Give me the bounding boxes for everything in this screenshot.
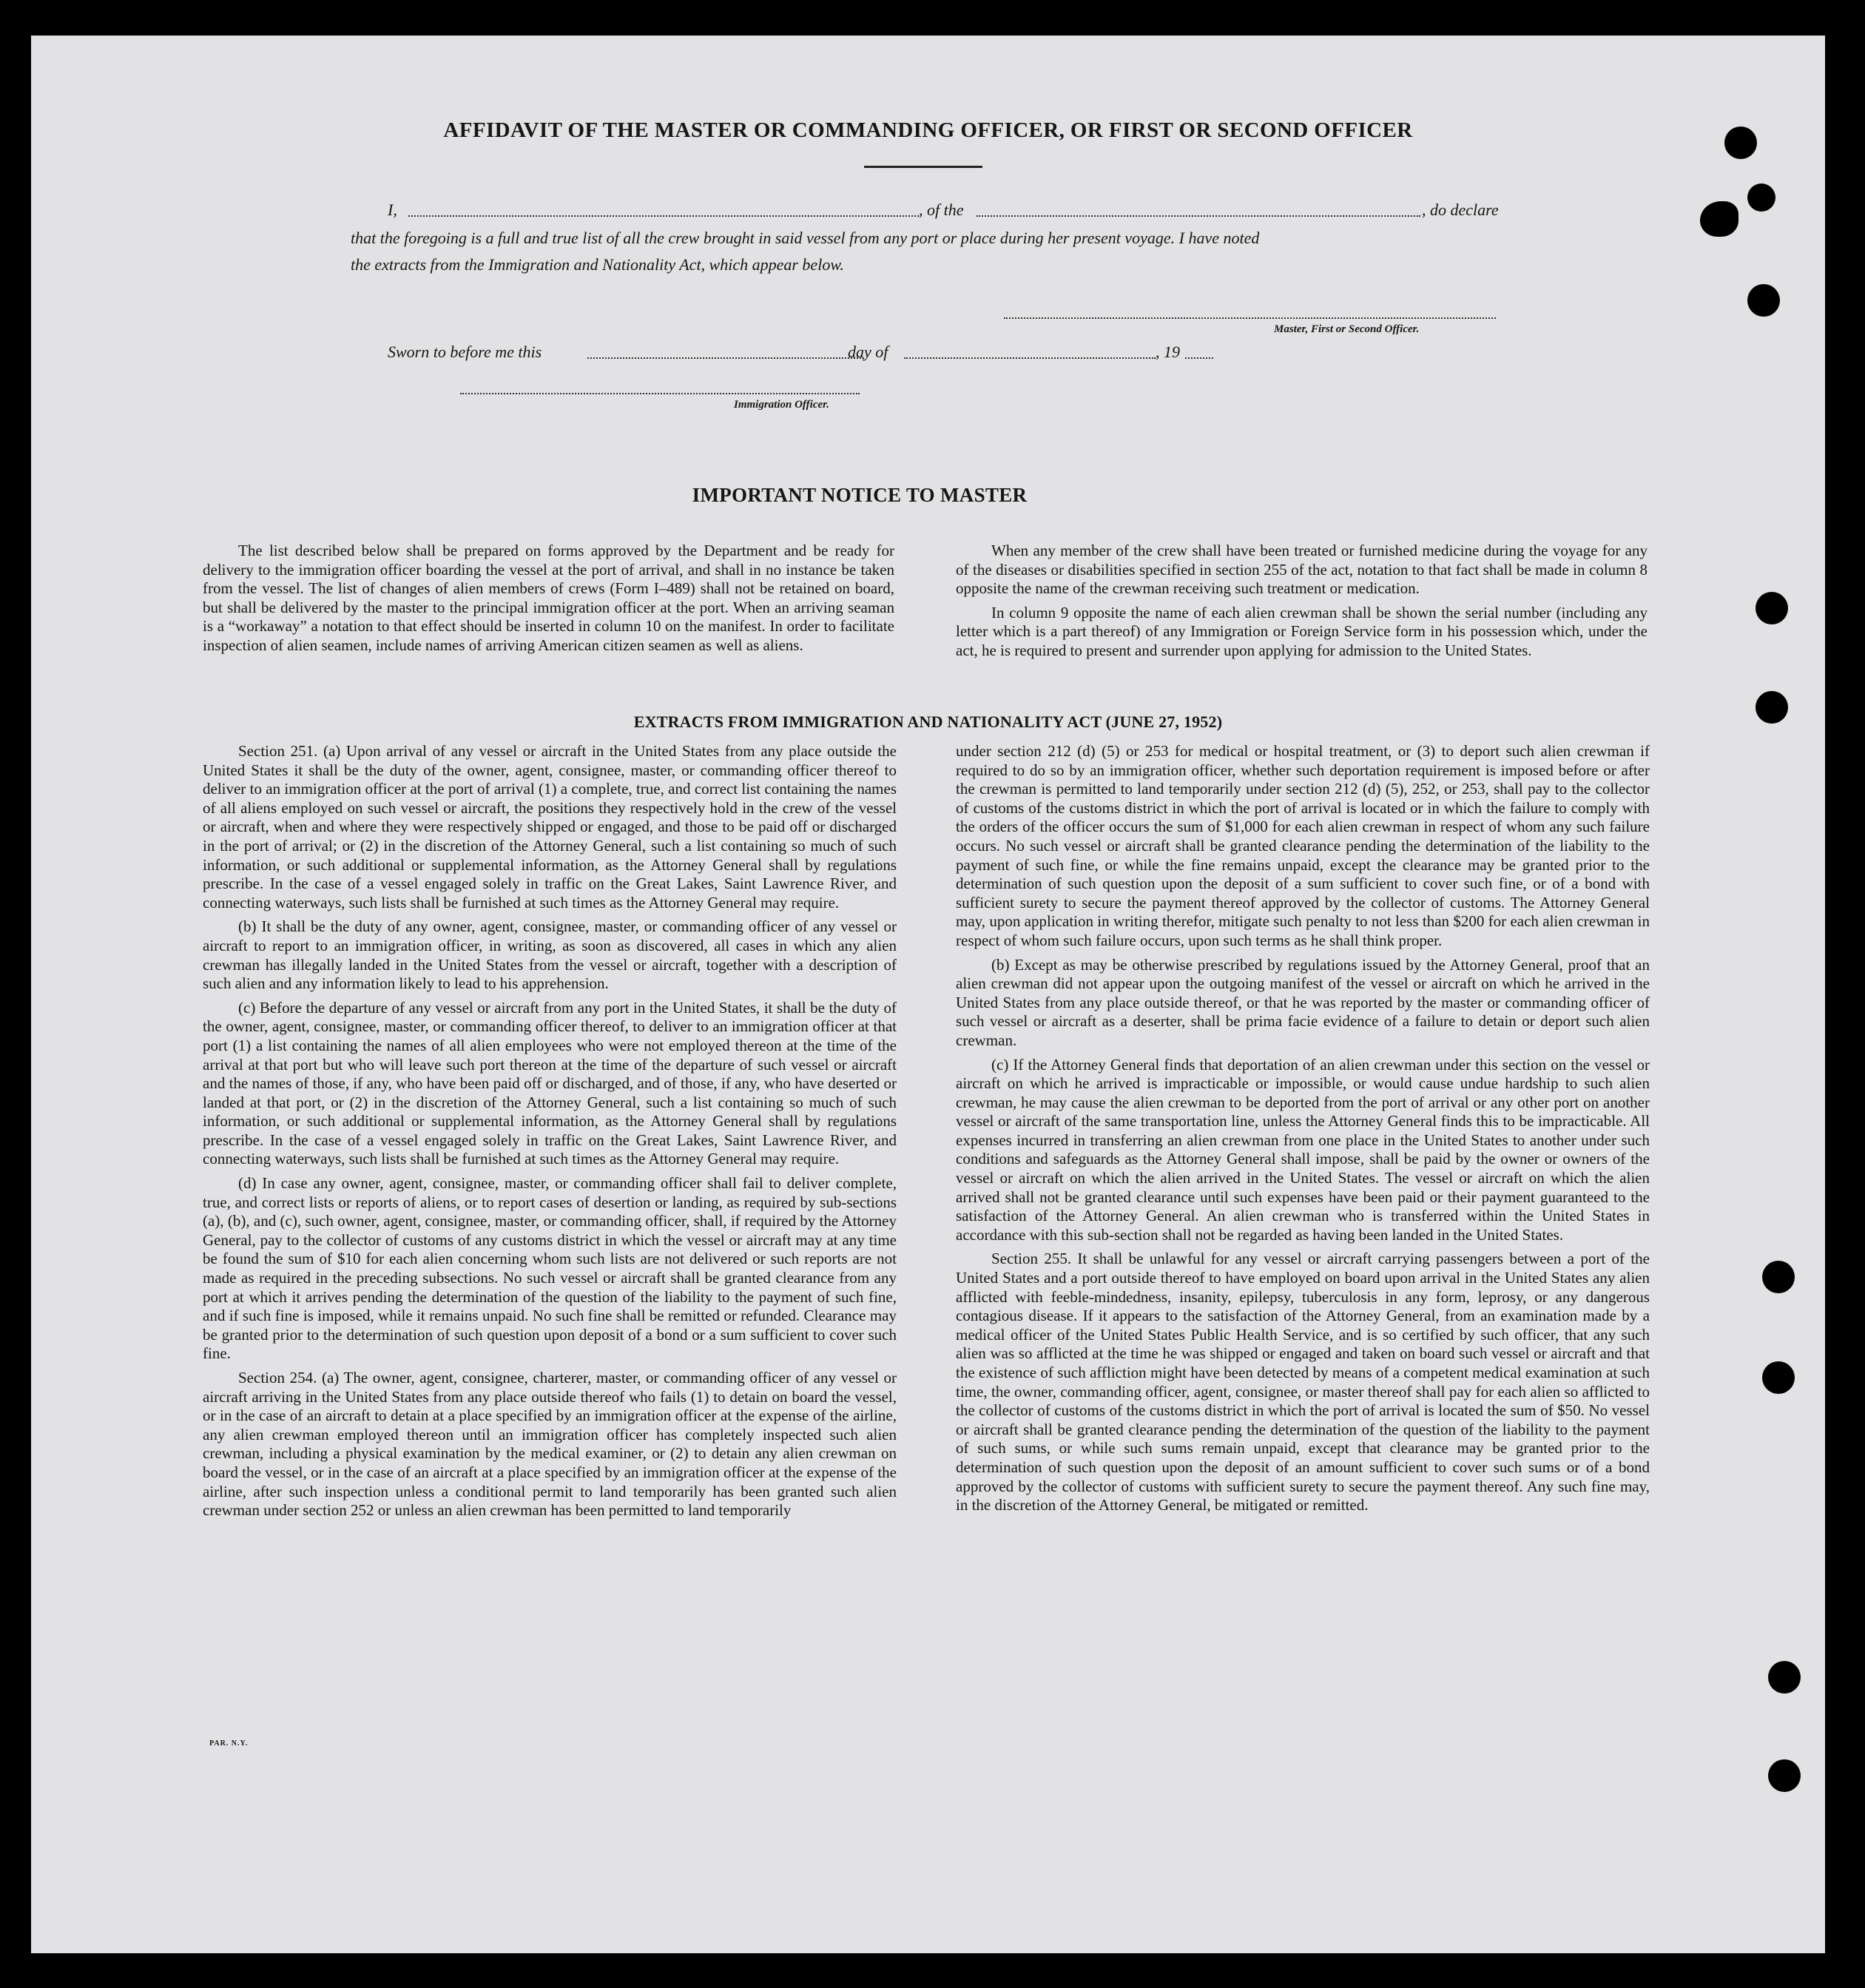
master-signature-line[interactable] <box>1004 317 1496 319</box>
binder-hole <box>1768 1759 1801 1792</box>
affidavit-of-the-label: , of the <box>919 201 964 219</box>
document-page <box>31 36 1825 1953</box>
vessel-name-field[interactable] <box>977 215 1420 217</box>
affidavit-do-declare-label: , do declare <box>1422 201 1499 219</box>
section-251-c: (c) Before the departure of any vessel or aircraft from any port in the United States, it shall be the duty of the owner, agent, consignee, master, or commanding officer thereof, to deliver to an immigration officer at that port (1) a list containing the names of all alien employees who were not employed thereon at the time of the arrival at that port but who will leave such port thereon at the time of the departure of such vessel or aircraft and the names of those, if any, who have been paid off or discharged, and of those, if any, who have deserted or landed at that port, or (2) in the discretion of the Attorney General, such a list containing so much of such information, or such additional or supplemental information, as the Attorney General shall by regulations prescribe. In the case of a vessel engaged solely in traffic on the Great Lakes, Saint Lawrence River, and connecting waterways, such lists shall be furnished at such times as the Attorney General may require. <box>203 998 897 1168</box>
day-of-label: day of <box>848 343 888 361</box>
section-254-c: (c) If the Attorney General finds that deportation of an alien crewman under this section on the vessel or aircraft on which he arrived is impracticable or impossible, or would cause undue hardship to such alien crewman, he may cause the alien crewman to be deported from the port of arrival or any other port on another vessel or aircraft of the same transportation line, unless the Attorney General finds this to be impracticable. All expenses incurred in transferring an alien crewman from one place in the United States to another under such conditions and safeguards as the Attorney General shall impose, shall be paid by the owner or owners of the vessel or aircraft on which the alien arrived in the United States. The vessel or aircraft on which the alien arrived shall not be granted clearance until such expenses have been paid or their payment guaranteed to the satisfaction of the Attorney General. An alien crewman who is transferred within the United States in accordance with this sub-section shall not be regarded as having been landed in the United States. <box>956 1055 1650 1244</box>
affidavit-title: AFFIDAVIT OF THE MASTER OR COMMANDING OFFICER, OR FIRST OR SECOND OFFICER <box>443 118 1413 142</box>
year-label: , 19 <box>1156 343 1180 361</box>
master-signature-caption: Master, First or Second Officer. <box>1274 323 1420 335</box>
section-254-a-continued: under section 212 (d) (5) or 253 for medical or hospital treatment, or (3) to deport such alien crewman if required to do so by an immigration officer, whether such deportation requirement is imposed before or after the crewman is permitted to land temporarily under section 212 (d) (5), 252, or 253, shall pay to the collector of customs of the customs district in which the port of arrival is located or in which the failure to comply with the orders of the officer occurs the sum of $1,000 for each alien crewman in respect of whom any such failure occurs. No such vessel or aircraft shall be granted clearance pending the determination of the liability to the payment of such fine, or while the fine remains unpaid, except the clearance may be granted prior to the determination of such question upon the deposit of a sum sufficient to cover such fine, or of a bond with sufficient surety to secure the payment thereof approved by the collector of customs. The Attorney General may, upon application in writing therefor, mitigate such penalty to not less than $200 for each alien crewman in respect of whom such failure occurs, upon such terms as he shall think proper. <box>956 742 1650 949</box>
affidavit-statement-line-2: that the foregoing is a full and true list of all the crew brought in said vessel from any port or place during her present voyage. I have noted <box>351 229 1260 247</box>
binder-hole <box>1768 1661 1801 1694</box>
title-divider <box>864 166 982 168</box>
affidavit-i-label: I, <box>388 201 397 219</box>
binder-hole <box>1747 183 1775 212</box>
section-255: Section 255. It shall be unlawful for any vessel or aircraft carrying passengers between a port of the United States and a port outside thereof to have employed on board upon arrival in the United States any alien afflicted with feeble-mindedness, insanity, epilepsy, tuberculosis in any form, leprosy, or any dangerous contagious disease. If it appears to the satisfaction of the Attorney General, from an examination made by a medical officer of the United States Public Health Service, and is so certified by such officer, that any such alien was so afflicted at the time he was shipped or engaged and taken on board such vessel or aircraft and that the existence of such affliction might have been detected by means of a competent medical examination at such time, the owner, commanding officer, agent, consignee, or master thereof shall pay for each alien so afflicted to the collector of customs of the customs district in which the port of arrival is located the sum of $50. No vessel or aircraft shall be granted clearance pending the determination of the question of the liability to the payment of such sums, or while such sums remain unpaid, except that clearance may be granted prior to the determination of such question upon the deposit of an amount sufficient to cover such sums or of a bond approved by the collector of customs with sufficient surety to secure the payment thereof. Any such fine may, in the discretion of the Attorney General, be mitigated or remitted. <box>956 1250 1650 1514</box>
affidavit-statement-line-3: the extracts from the Immigration and Nationality Act, which appear below. <box>351 255 844 274</box>
extracts-right-column <box>956 742 1650 1520</box>
sworn-year-field[interactable] <box>1185 357 1213 359</box>
section-254-a: Section 254. (a) The owner, agent, consignee, charterer, master, or commanding officer of any vessel or aircraft arriving in the United States from any place outside thereof who fails (1) to detain on board the vessel, or in the case of an aircraft to detain at a place specified by an immigration officer at the expense of the airline, any alien crewman employed thereon until an immigration officer has completely inspected such alien crewman, including a physical examination by the medical examiner, or (2) to detain any alien crewman on board the vessel, or in the case of an aircraft at a place specified by an immigration officer at the expense of the airline, after such inspection unless a conditional permit to land temporarily has been granted such alien crewman under section 252 or unless an alien crewman has been permitted to land temporarily <box>203 1369 897 1520</box>
extracts-title: EXTRACTS FROM IMMIGRATION AND NATIONALITY ACT (JUNE 27, 1952) <box>633 712 1223 731</box>
notice-paragraph: The list described below shall be prepared on forms approved by the Department and be ready for delivery to the immigration officer boarding the vessel at the port of arrival, and shall in no instance be taken from the vessel. The list of changes of alien members of crews (Form I–489) shall not be retained on board, but shall be delivered by the master to the principal immigration officer at the port. When an arriving seaman is a “workaway” a notation to that effect should be inserted in column 10 on the manifest. In order to facilitate inspection of alien seamen, include names of arriving American citizen seamen as well as aliens. <box>203 542 894 654</box>
section-251-d: (d) In case any owner, agent, consignee, master, or commanding officer shall fail to deliver complete, true, and correct lists or reports of aliens, or to report cases of desertion or landing, as required by sub-sections (a), (b), and (c), such owner, agent, consignee, master, or commanding officer, shall, if required by the Attorney General, pay to the collector of customs of any customs district in which the vessel or aircraft may at any time be found the sum of $10 for each alien concerning whom such lists are not delivered or such reports are not made as required in the preceding subsections. No such vessel or aircraft shall be granted clearance from any port at which it arrives pending the determination of the question of the liability to the payment of such fine, and if such fine is imposed, while it remains unpaid. No such fine shall be remitted or refunded. Clearance may be granted prior to the determination of such question upon deposit of a bond or a sum sufficient to cover such fine. <box>203 1174 897 1363</box>
officer-name-field[interactable] <box>408 215 919 217</box>
sworn-label: Sworn to before me this <box>388 343 542 361</box>
sworn-day-field[interactable] <box>587 357 864 359</box>
extracts-left-column <box>203 742 897 1526</box>
binder-hole <box>1756 691 1788 724</box>
notice-right-column <box>956 542 1648 665</box>
section-254-b: (b) Except as may be otherwise prescribed by regulations issued by the Attorney General, proof that an alien crewman did not appear upon the outgoing manifest of the vessel or aircraft on which he arrived in the United States from any place outside thereof, or that he was reported by the master or commanding officer of such vessel or aircraft as a deserter, shall be prima facie evidence of a failure to detain or deport such alien crewman. <box>956 955 1650 1049</box>
notice-title: IMPORTANT NOTICE TO MASTER <box>692 484 1028 506</box>
notice-paragraph: In column 9 opposite the name of each alien crewman shall be shown the serial number (including any letter which is a part thereof) of any Immigration or Foreign Service form in his possession which, under the act, he is required to present and surrender upon applying for admission to the United States. <box>956 603 1648 659</box>
binder-hole <box>1724 127 1757 159</box>
binder-hole <box>1747 284 1780 317</box>
binder-hole <box>1756 592 1788 624</box>
binder-hole <box>1762 1361 1795 1394</box>
immigration-officer-signature-line[interactable] <box>460 393 860 394</box>
section-251-a: Section 251. (a) Upon arrival of any vessel or aircraft in the United States from any place outside the United States it shall be the duty of the owner, agent, consignee, master, or commanding officer thereof to deliver to an immigration officer at the port of arrival (1) a complete, true, and correct list containing the names of all aliens employed on such vessel or aircraft, the positions they respectively hold in the crew of the vessel or aircraft, when and where they were respectively shipped or engaged, and those to be paid off or discharged in the port of arrival; or (2) in the discretion of the Attorney General, such a list containing so much of such information, or such additional or supplemental information, as the Attorney General shall by regulations prescribe. In the case of a vessel engaged solely in traffic on the Great Lakes, Saint Lawrence River, and connecting waterways, such lists shall be furnished at such times as the Attorney General may require. <box>203 742 897 912</box>
binder-hole <box>1762 1261 1795 1293</box>
notice-paragraph: When any member of the crew shall have been treated or furnished medicine during the voyage for any of the diseases or disabilities specified in section 255 of the act, notation to that fact shall be made in column 8 opposite the name of the crewman receiving such treatment or medication. <box>956 542 1648 597</box>
notice-left-column <box>203 542 894 660</box>
sworn-month-field[interactable] <box>904 357 1156 359</box>
immigration-officer-caption: Immigration Officer. <box>734 399 829 411</box>
binder-hole <box>1700 201 1738 237</box>
printer-mark: PAR. N.Y. <box>209 1739 249 1748</box>
section-251-b: (b) It shall be the duty of any owner, agent, consignee, master, or commanding officer of any vessel or aircraft to report to an immigration officer, in writing, as soon as discovered, all cases in which any alien crewman has illegally landed in the United States from the vessel or aircraft, together with a description of such alien and any information likely to lead to his apprehension. <box>203 917 897 993</box>
